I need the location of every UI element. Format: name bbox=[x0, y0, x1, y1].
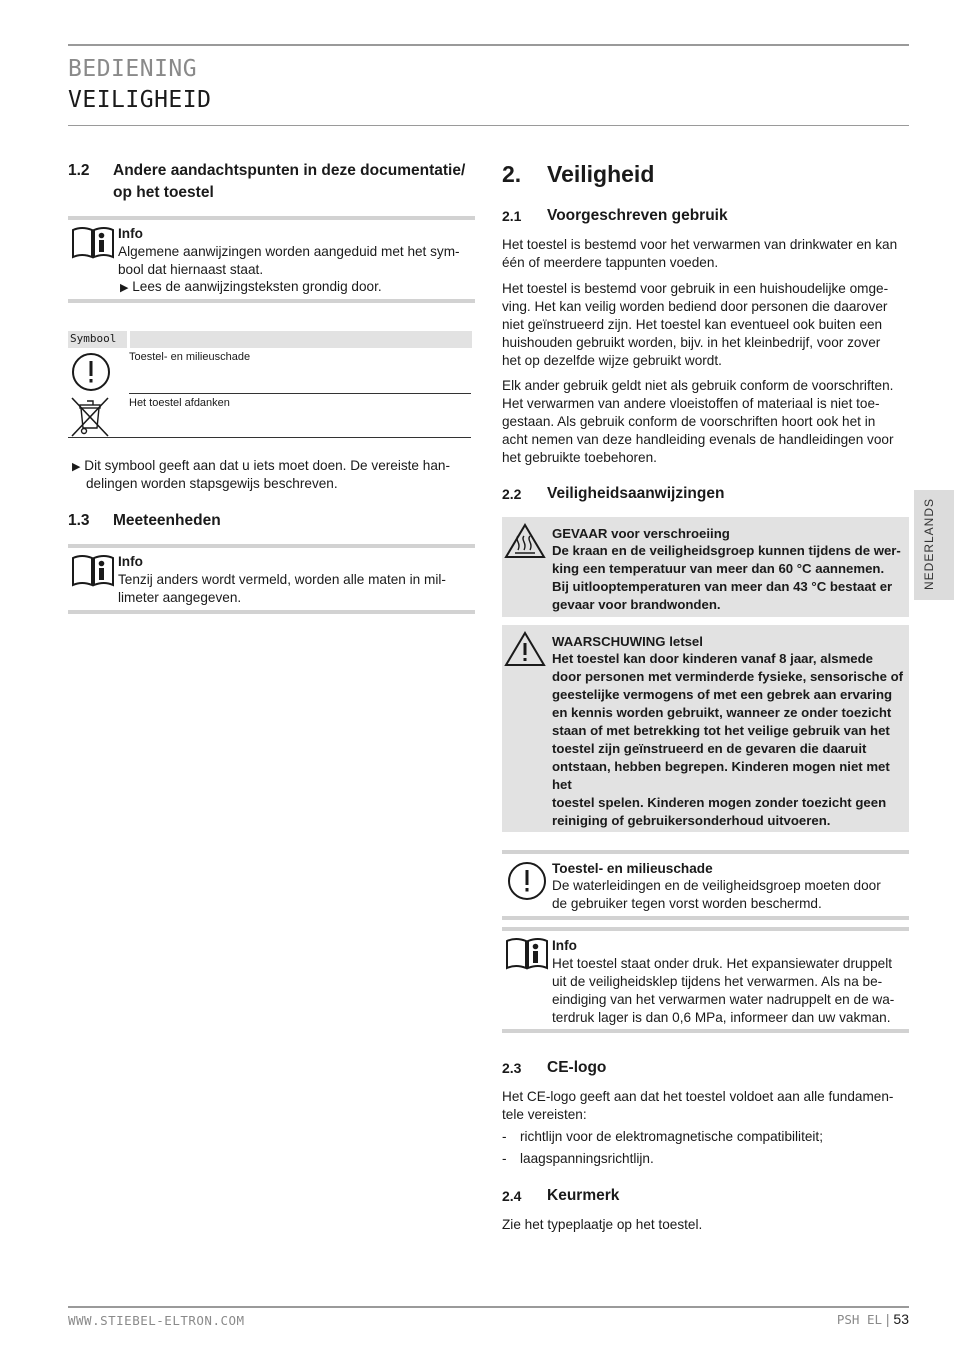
section-number: 2.4 bbox=[502, 1188, 522, 1204]
table-row2-text: Het toestel afdanken bbox=[129, 397, 230, 409]
footer-rule bbox=[68, 1306, 909, 1308]
info-box-top-rule bbox=[68, 216, 475, 220]
exclamation-circle-icon bbox=[507, 861, 547, 901]
paragraph-2-1-a bbox=[502, 236, 910, 272]
paragraph-line: Het CE-logo geeft aan dat het toestel voldoet aan alle fundamen- bbox=[502, 1089, 894, 1104]
section-title: Voorgeschreven gebruik bbox=[547, 207, 728, 224]
info-text-line: uit de veiligheidsklep tijdens het verwarmen. Als na be- bbox=[552, 974, 883, 989]
warning-triangle-icon bbox=[504, 630, 546, 668]
section-number: 2.2 bbox=[502, 486, 522, 502]
section-2-3-heading bbox=[502, 1059, 910, 1081]
section-2-1-heading bbox=[502, 207, 910, 229]
danger-text-line: Bij uitlooptemperaturen van meer dan 43 °C bestaat er bbox=[552, 579, 893, 594]
warning-text-line: staan of met betrekking tot het veilige gebruik van het bbox=[552, 723, 890, 738]
list-item bbox=[502, 1128, 823, 1146]
paragraph-line: gestaan. Als gebruik conform de voorschriften hoort ook het in bbox=[502, 414, 876, 429]
info-box-bottom-rule bbox=[68, 299, 475, 303]
chapter-2-heading bbox=[502, 161, 655, 188]
paragraph-line: Het toestel is bestemd voor gebruik in een huishoudelijke omge- bbox=[502, 281, 889, 296]
damage-label: Toestel- en milieuschade bbox=[552, 861, 713, 876]
list-item bbox=[502, 1150, 654, 1168]
section-title: CE-logo bbox=[547, 1059, 607, 1076]
list-item-text: richtlijn voor de elektromagnetische compatibiliteit; bbox=[520, 1129, 823, 1144]
danger-text-line: gevaar voor brandwonden. bbox=[552, 597, 721, 612]
info-text-line2: limeter aangegeven. bbox=[118, 590, 242, 605]
info-text bbox=[552, 955, 906, 1027]
section-number: 2.3 bbox=[502, 1060, 522, 1076]
dash-bullet: - bbox=[502, 1151, 507, 1166]
hot-surface-warning-icon bbox=[504, 522, 546, 560]
section-number: 2.1 bbox=[502, 208, 522, 224]
action-triangle-icon: ▶ bbox=[72, 461, 81, 473]
paragraph-line: één of meerdere tappunten voeden. bbox=[502, 255, 719, 270]
section-title-line1: Andere aandachtspunten in deze documentatie/ bbox=[113, 162, 466, 179]
section-title: Keurmerk bbox=[547, 1187, 620, 1204]
damage-text bbox=[552, 877, 906, 913]
section-title: Veiligheidsaanwijzingen bbox=[547, 485, 725, 502]
info-label: Info bbox=[552, 938, 577, 953]
info-box-bottom-rule bbox=[68, 610, 475, 614]
exclamation-circle-icon bbox=[71, 352, 111, 392]
wheelie-bin-crossed-icon bbox=[69, 395, 111, 439]
info-label: Info bbox=[118, 554, 143, 569]
section-2-2-heading bbox=[502, 485, 910, 507]
danger-text-line: De kraan en de veiligheidsgroep kunnen tijdens de wer- bbox=[552, 543, 901, 558]
info-text-line1: Algemene aanwijzingen worden aangeduid met het sym- bbox=[118, 244, 460, 259]
footer-separator: | bbox=[885, 1311, 890, 1327]
footer-model: PSH EL bbox=[836, 1312, 882, 1327]
danger-text-line: king een temperatuur van meer dan 60 °C aannemen. bbox=[552, 561, 885, 576]
danger-text bbox=[552, 542, 906, 614]
danger-label: GEVAAR voor verschroeiing bbox=[552, 526, 730, 541]
notice-box-bottom-rule bbox=[502, 916, 909, 920]
info-text-line: eindiging van het verwarmen water nadruppelt en de wa- bbox=[552, 992, 895, 1007]
info-box-bottom-rule bbox=[502, 1029, 909, 1033]
paragraph-line: ving. Het kan veilig worden bediend door personen die daarover bbox=[502, 299, 888, 314]
paragraph-line: Het verwarmen van andere vloeistoffen of materiaal is niet toe- bbox=[502, 396, 880, 411]
warning-text-line: ontstaan, hebben begrepen. Kinderen mogen niet met het bbox=[552, 759, 890, 792]
paragraph-2-1-b bbox=[502, 280, 910, 370]
warning-text-line: reiniging of gebruikersonderhoud uitvoeren. bbox=[552, 813, 831, 828]
table-header-cell-2 bbox=[130, 331, 472, 348]
chapter-number: 2. bbox=[502, 161, 522, 187]
paragraph-line: niet geïnstrueerd zijn. Het toestel kan eventueel ook buiten een bbox=[502, 317, 883, 332]
header-title-line1: BEDIENING bbox=[68, 56, 198, 82]
paragraph-line: het gebruikte toebehoren. bbox=[502, 450, 657, 465]
paragraph-line: Elk ander gebruik geldt niet als gebruik conform de voorschriften. bbox=[502, 378, 894, 393]
header-title-line2: VEILIGHEID bbox=[68, 87, 212, 113]
table-header-label: Symbool bbox=[70, 332, 117, 345]
section-number: 1.2 bbox=[68, 162, 90, 179]
footer-page-info bbox=[837, 1311, 909, 1327]
section-number: 1.3 bbox=[68, 512, 90, 529]
warning-text-line: toestel spelen. Kinderen mogen zonder toezicht geen bbox=[552, 795, 887, 810]
section-title: Meeteenheden bbox=[113, 512, 221, 529]
info-book-icon bbox=[505, 937, 549, 971]
paragraph-2-4: Zie het typeplaatje op het toestel. bbox=[502, 1217, 703, 1232]
info-action-line bbox=[120, 278, 382, 297]
table-row-divider bbox=[129, 393, 471, 394]
table-bottom-rule bbox=[68, 437, 471, 438]
info-box-top-rule bbox=[502, 927, 909, 931]
dash-bullet: - bbox=[502, 1129, 507, 1144]
info-action-text: Lees de aanwijzingsteksten grondig door. bbox=[132, 279, 382, 294]
section-1-3-heading bbox=[68, 512, 476, 534]
chapter-title: Veiligheid bbox=[547, 161, 655, 187]
paragraph-line: Het toestel is bestemd voor het verwarmen van drinkwater en kan bbox=[502, 237, 898, 252]
section-2-4-heading bbox=[502, 1187, 910, 1209]
warning-label: WAARSCHUWING letsel bbox=[552, 634, 703, 649]
header-top-rule bbox=[68, 44, 909, 46]
warning-text bbox=[552, 650, 906, 830]
paragraph-line: het op dezelfde wijze gebruikt wordt. bbox=[502, 353, 722, 368]
warning-text-line: Het toestel kan door kinderen vanaf 8 jaar, alsmede bbox=[552, 651, 874, 666]
paragraph-line: acht nemen van deze handleiding evenals de handleidingen voor bbox=[502, 432, 894, 447]
info-text-line: terdruk lager is dan 0,6 MPa, informeer dan uw vakman. bbox=[552, 1010, 891, 1025]
language-tab-label: NEDERLANDS bbox=[922, 497, 936, 590]
info-label: Info bbox=[118, 226, 143, 241]
info-text-line2: bool dat hiernaast staat. bbox=[118, 262, 264, 277]
damage-text-line: de gebruiker tegen vorst worden beschermd. bbox=[552, 896, 822, 911]
info-box-top-rule bbox=[68, 544, 475, 548]
table-row1-text: Toestel- en milieuschade bbox=[129, 351, 251, 363]
warning-text-line: toestel zijn geïnstrueerd en de gevaren die daaruit bbox=[552, 741, 867, 756]
table-header-cell bbox=[68, 331, 127, 348]
list-item-text: laagspanningsrichtlijn. bbox=[520, 1151, 654, 1166]
info-book-icon bbox=[71, 226, 115, 260]
info-text-line: Het toestel staat onder druk. Het expansiewater druppelt bbox=[552, 956, 893, 971]
damage-text-line: De waterleidingen en de veiligheidsgroep moeten door bbox=[552, 878, 881, 893]
language-side-tab bbox=[914, 490, 954, 600]
paragraph-2-1-c bbox=[502, 377, 910, 467]
action-triangle-icon: ▶ bbox=[120, 282, 129, 294]
page-number: 53 bbox=[893, 1311, 909, 1327]
action-text-line1: Dit symbool geeft aan dat u iets moet doen. De vereiste han- bbox=[84, 458, 450, 473]
action-text-line2: delingen worden stapsgewijs beschreven. bbox=[86, 476, 338, 491]
footer-website[interactable]: WWW.STIEBEL-ELTRON.COM bbox=[68, 1313, 245, 1328]
action-instruction bbox=[72, 457, 472, 476]
info-text-line1: Tenzij anders wordt vermeld, worden alle maten in mil- bbox=[118, 572, 446, 587]
notice-box-top-rule bbox=[502, 850, 909, 854]
paragraph-2-3 bbox=[502, 1088, 910, 1124]
warning-text-line: en kennis worden gebruikt, wanneer ze onder toezicht bbox=[552, 705, 892, 720]
header-bottom-rule bbox=[68, 125, 909, 126]
info-book-icon bbox=[71, 554, 115, 588]
section-title-line2: op het toestel bbox=[113, 184, 214, 201]
paragraph-line: tele vereisten: bbox=[502, 1107, 587, 1122]
paragraph-line: huishouden gebruikt worden, bijv. in het kleinbedrijf, voor zover bbox=[502, 335, 881, 350]
warning-text-line: geestelijke vermogens of met een gebrek aan ervaring bbox=[552, 687, 893, 702]
section-1-2-heading bbox=[68, 162, 476, 206]
warning-text-line: door personen met verminderde fysieke, sensorische of bbox=[552, 669, 904, 684]
